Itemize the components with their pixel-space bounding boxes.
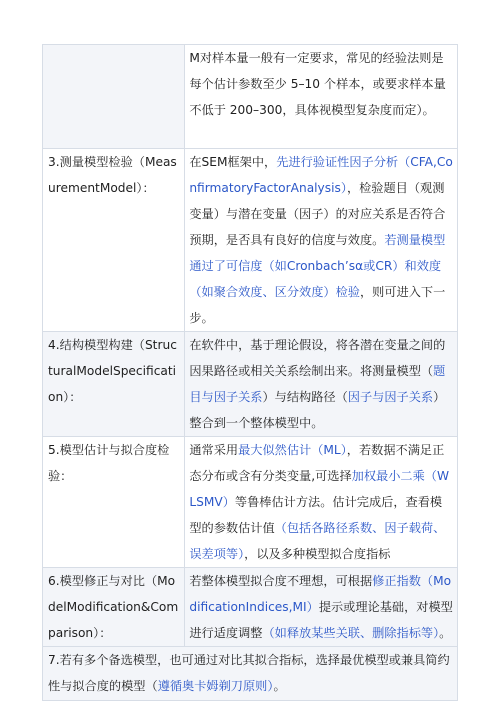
step-label-cell [43, 149, 185, 332]
step-description-cell [185, 149, 458, 332]
body-text: 6.模型修正与对比（ModelModification&Comparison）： [48, 574, 179, 640]
body-text: 4.结构模型构建（StructuralModelSpecification）： [48, 338, 177, 404]
highlighted-text: 题目与因子关系 [189, 364, 446, 404]
highlighted-text: （包括各路径系数、因子载荷、误差项等） [189, 521, 446, 561]
step-label-cell [43, 437, 185, 568]
body-text: ，则可进入下一步。 [189, 285, 446, 325]
step-label-cell [43, 332, 185, 437]
document-page [42, 44, 458, 701]
body-text: 提示或理论基础，对模型进行适度调整 [189, 600, 453, 640]
body-text: M对样本量一般有一定要求，常见的经验法则是每个估计参数至少 5–10 个样本，或要求样本量不低于 200–300，具体视模型复杂度而定）。 [189, 51, 446, 117]
table-row [43, 568, 458, 647]
body-text: 3.测量模型检验（MeasurementModel）： [48, 155, 177, 195]
body-text: 在软件中，基于理论假设，将各潜在变量之间的因果路径或相关关系绘制出来。将测量模型（ [189, 338, 446, 378]
highlighted-text: 修正指数（ModificationIndices,MI） [189, 574, 452, 614]
step-label-cell [43, 45, 185, 149]
highlighted-text: 遵循奥卡姆剃刀原则） [157, 679, 274, 693]
highlighted-text: （如释放某些关联、删除指标等） [262, 626, 440, 640]
step-label-cell [43, 568, 185, 647]
body-text: 若整体模型拟合度不理想，可根据 [189, 574, 373, 588]
table-row [43, 45, 458, 149]
step-description-cell [185, 45, 458, 149]
table-row [43, 332, 458, 437]
body-text: 5.模型估计与拟合度检验： [48, 443, 170, 483]
body-text: ，检验题目（观测变量）与潜在变量（因子）的对应关系是否符合预期，是否具有良好的信度与效度。 [189, 181, 446, 247]
table-row [43, 647, 458, 701]
sem-steps-table [42, 44, 458, 701]
highlighted-text: 最大似然估计（ML） [238, 443, 347, 457]
table-row [43, 437, 458, 568]
table-row [43, 149, 458, 332]
body-text: 。 [439, 626, 452, 640]
step-description-cell [185, 332, 458, 437]
body-text: ，以及多种模型拟合度指标 [244, 547, 391, 561]
body-text: ）与结构路径（ [262, 390, 348, 404]
body-text: ，若数据不满足正态分布或含有分类变量,可选择 [189, 443, 445, 483]
body-text: 在SEM框架中， [189, 155, 277, 169]
body-text: ）整合到一个整体模型中。 [189, 390, 446, 430]
highlighted-text: 若测量模型通过了可信度（如Cronbach’sα或CR）和效度（如聚合效度、区分效度）检验 [189, 233, 446, 299]
step-description-cell [185, 437, 458, 568]
summary-cell [43, 647, 458, 701]
body-text: 。 [273, 679, 286, 693]
highlighted-text: 因子与因子关系 [347, 390, 434, 404]
highlighted-text: 先进行验证性因子分析（CFA,ConfirmatoryFactorAnalysis） [189, 155, 453, 195]
body-text: 等鲁棒估计方法。估计完成后，查看模型的参数估计值 [189, 495, 443, 535]
highlighted-text: 加权最小二乘（WLSMV） [189, 469, 450, 509]
body-text: 通常采用 [189, 443, 239, 457]
step-description-cell [185, 568, 458, 647]
body-text: 7.若有多个备选模型，也可通过对比其拟合指标，选择最优模型或兼具简约性与拟合度的模型（ [48, 653, 450, 693]
